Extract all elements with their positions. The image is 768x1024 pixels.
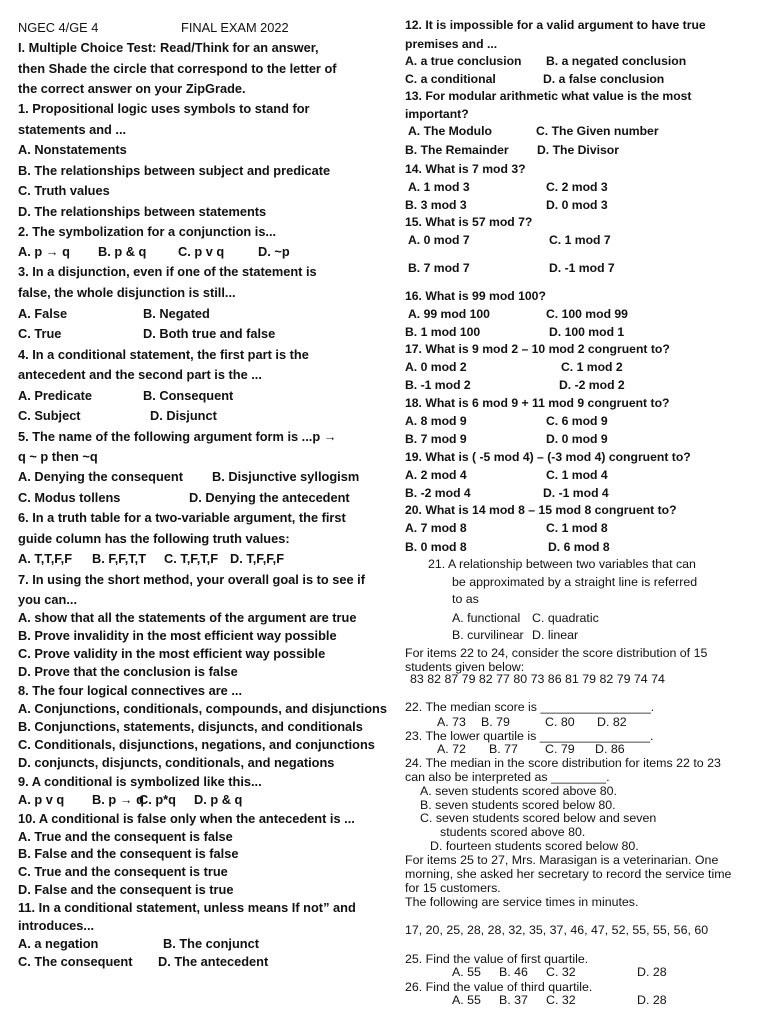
left-line: you can... xyxy=(18,592,78,607)
right-line: can also be interpreted as ________. xyxy=(405,770,610,784)
left-line: guide column has the following truth values: xyxy=(18,531,290,546)
answer-option-c: C. The consequent xyxy=(18,954,133,969)
answer-option-a: A. p v q xyxy=(18,792,65,807)
right-line: 21. A relationship between two variables that can xyxy=(428,557,696,571)
right-line: 16. What is 99 mod 100? xyxy=(405,289,546,303)
left-options-row xyxy=(18,388,378,404)
left-line: B. Conjunctions, statements, disjuncts, and conditionals xyxy=(18,719,363,734)
answer-option-d: D. 100 mod 1 xyxy=(549,325,625,339)
answer-option-c: C. Subject xyxy=(18,408,81,423)
left-line: B. The relationships between subject and predicate xyxy=(18,163,331,178)
answer-option-b: B. 7 mod 7 xyxy=(408,261,470,275)
right-options-row xyxy=(405,261,765,277)
right-options-row xyxy=(405,378,765,394)
answer-option-c: C. 2 mod 3 xyxy=(546,180,608,194)
answer-option-b: B. p & q xyxy=(98,244,147,259)
left-options-row xyxy=(18,244,378,260)
answer-option-d: D. p & q xyxy=(194,792,243,807)
left-line: D. False and the consequent is true xyxy=(18,882,234,897)
right-line: to as xyxy=(452,592,479,606)
answer-option-c: C. 32 xyxy=(546,993,576,1007)
left-line: D. The relationships between statements xyxy=(18,204,267,219)
right-line: 18. What is 6 mod 9 + 11 mod 9 congruent to? xyxy=(405,396,670,410)
left-line: A. Conjunctions, conditionals, compounds, and disjunctions xyxy=(18,701,387,716)
left-line: 1. Propositional logic uses symbols to stand for xyxy=(18,101,310,116)
answer-option-d: D. a false conclusion xyxy=(543,72,665,86)
right-options-row xyxy=(405,432,765,448)
left-line: 4. In a conditional statement, the first part is the xyxy=(18,347,309,362)
right-line: students given below: xyxy=(405,660,525,674)
answer-option-a: A. p → q xyxy=(18,244,70,259)
right-line: 24. The median in the score distribution for items 22 to 23 xyxy=(405,756,721,770)
right-line: morning, she asked her secretary to record the service time xyxy=(405,867,732,881)
right-options-row xyxy=(405,360,765,376)
left-options-row xyxy=(18,469,378,485)
right-line: For items 25 to 27, Mrs. Marasigan is a veterinarian. One xyxy=(405,853,719,867)
answer-option-a: A. 0 mod 7 xyxy=(408,233,470,247)
answer-option-a: A. The Modulo xyxy=(408,124,492,138)
right-options-row xyxy=(405,143,765,159)
left-line: A. Nonstatements xyxy=(18,142,127,157)
left-options-row xyxy=(18,954,378,970)
answer-option-b: B. Disjunctive syllogism xyxy=(212,469,360,484)
answer-option-c: C. T,F,T,F xyxy=(164,551,219,566)
right-options-row xyxy=(405,468,765,484)
left-line: q ~ p then ~q xyxy=(18,449,98,464)
right-options-row xyxy=(405,307,765,323)
right-line: important? xyxy=(405,107,469,121)
right-line: 83 82 87 79 82 77 80 73 86 81 79 82 79 74 74 xyxy=(410,672,665,686)
left-options-row xyxy=(18,490,378,506)
right-line: 14. What is 7 mod 3? xyxy=(405,162,526,176)
header-row xyxy=(18,20,289,35)
left-line: 2. The symbolization for a conjunction is... xyxy=(18,224,277,239)
answer-option-b: B. 3 mod 3 xyxy=(405,198,467,212)
answer-option-b: B. -2 mod 4 xyxy=(405,486,471,500)
answer-option-b: B. Negated xyxy=(143,306,210,321)
right-line: B. seven students scored below 80. xyxy=(420,798,616,812)
answer-option-c: C. 1 mod 7 xyxy=(549,233,611,247)
right-line: 19. What is ( -5 mod 4) – (-3 mod 4) congruent to? xyxy=(405,450,691,464)
answer-option-b: B. The conjunct xyxy=(163,936,259,951)
answer-option-d: D. 82 xyxy=(597,715,627,729)
left-line: I. Multiple Choice Test: Read/Think for an answer, xyxy=(18,40,319,55)
right-line: D. fourteen students scored below 80. xyxy=(430,839,639,853)
answer-option-c: C. 6 mod 9 xyxy=(546,414,608,428)
right-options-row xyxy=(405,521,765,537)
answer-option-d: D. 86 xyxy=(595,742,625,756)
answer-option-b: B. 7 mod 9 xyxy=(405,432,467,446)
answer-option-b: B. The Remainder xyxy=(405,143,509,157)
right-line: A. seven students scored above 80. xyxy=(420,784,617,798)
answer-option-b: B. F,F,T,T xyxy=(92,551,147,566)
answer-option-d: D. The Divisor xyxy=(537,143,619,157)
answer-option-a: A. 73 xyxy=(437,715,466,729)
answer-option-a: A. a true conclusion xyxy=(405,54,522,68)
left-line: B. Prove invalidity in the most efficient way possible xyxy=(18,628,337,643)
left-line: introduces... xyxy=(18,918,95,933)
course-code: NGEC 4/GE 4 xyxy=(18,20,99,35)
answer-option-a: A. a negation xyxy=(18,936,99,951)
left-line: antecedent and the second part is the ... xyxy=(18,367,262,382)
right-line: 23. The lower quartile is ________________. xyxy=(405,729,654,743)
left-line: A. True and the consequent is false xyxy=(18,829,233,844)
answer-option-a: A. T,T,F,F xyxy=(18,551,73,566)
answer-option-a: A. Predicate xyxy=(18,388,92,403)
right-line: C. seven students scored below and seven xyxy=(420,811,657,825)
right-line: be approximated by a straight line is referred xyxy=(452,575,698,589)
left-line: statements and ... xyxy=(18,122,127,137)
answer-option-b: B. Consequent xyxy=(143,388,234,403)
answer-option-a: A. 2 mod 4 xyxy=(405,468,467,482)
answer-option-d: D. -1 mod 7 xyxy=(549,261,615,275)
answer-option-d: D. -1 mod 4 xyxy=(543,486,609,500)
answer-option-b: B. 1 mod 100 xyxy=(405,325,481,339)
right-options-row xyxy=(452,611,768,627)
answer-option-c: C. The Given number xyxy=(536,124,659,138)
answer-option-d: D. 6 mod 8 xyxy=(548,540,610,554)
answer-option-b: B. 46 xyxy=(499,965,528,979)
left-line: 5. The name of the following argument form is ...p → xyxy=(18,429,337,444)
answer-option-a: A. functional xyxy=(452,611,521,625)
right-line: 22. The median score is ________________. xyxy=(405,700,655,714)
right-line: 17, 20, 25, 28, 28, 32, 35, 37, 46, 47, 52, 55, 55, 56, 60 xyxy=(405,923,709,937)
answer-option-d: D. linear xyxy=(532,628,579,642)
answer-option-b: B. a negated conclusion xyxy=(546,54,687,68)
answer-option-b: B. 79 xyxy=(481,715,510,729)
left-line: 6. In a truth table for a two-variable argument, the first xyxy=(18,510,346,525)
answer-option-b: B. curvilinear xyxy=(452,628,524,642)
answer-option-d: D. Disjunct xyxy=(150,408,217,423)
left-line: 10. A conditional is false only when the antecedent is ... xyxy=(18,811,355,826)
answer-option-c: C. 100 mod 99 xyxy=(546,307,628,321)
answer-option-c: C. p v q xyxy=(178,244,225,259)
left-line: 7. In using the short method, your overall goal is to see if xyxy=(18,572,365,587)
answer-option-a: A. 99 mod 100 xyxy=(408,307,490,321)
right-line: 17. What is 9 mod 2 – 10 mod 2 congruent to? xyxy=(405,342,670,356)
answer-option-a: A. 55 xyxy=(452,993,481,1007)
answer-option-d: D. -2 mod 2 xyxy=(559,378,625,392)
answer-option-d: D. 28 xyxy=(637,965,667,979)
right-line: 12. It is impossible for a valid argument to have true xyxy=(405,18,706,32)
answer-option-b: B. 37 xyxy=(499,993,528,1007)
answer-option-c: C. 80 xyxy=(545,715,575,729)
left-options-row xyxy=(18,326,378,342)
right-line: 15. What is 57 mod 7? xyxy=(405,215,533,229)
left-line: false, the whole disjunction is still... xyxy=(18,285,236,300)
left-line: then Shade the circle that correspond to the letter of xyxy=(18,61,337,76)
answer-option-a: A. 7 mod 8 xyxy=(405,521,467,535)
right-line: For items 22 to 24, consider the score distribution of 15 xyxy=(405,646,708,660)
answer-option-a: A. False xyxy=(18,306,68,321)
left-options-row xyxy=(18,306,378,322)
left-options-row xyxy=(18,408,378,424)
left-line: C. Conditionals, disjunctions, negations, and conjunctions xyxy=(18,737,375,752)
left-line: 11. In a conditional statement, unless means If not” and xyxy=(18,900,356,915)
answer-option-a: A. 72 xyxy=(437,742,466,756)
answer-option-c: C. quadratic xyxy=(532,611,599,625)
left-options-row xyxy=(18,936,378,952)
answer-option-a: A. 8 mod 9 xyxy=(405,414,467,428)
answer-option-d: D. The antecedent xyxy=(158,954,269,969)
answer-option-c: C. 32 xyxy=(546,965,576,979)
left-options-row xyxy=(18,551,378,567)
right-options-row xyxy=(405,72,765,88)
right-line: students scored above 80. xyxy=(440,825,586,839)
answer-option-b: B. 77 xyxy=(489,742,518,756)
right-options-row xyxy=(452,628,768,644)
left-options-row xyxy=(18,792,378,808)
right-options-row xyxy=(405,540,765,556)
answer-option-c: C. a conditional xyxy=(405,72,496,86)
answer-option-d: D. T,F,F,F xyxy=(230,551,285,566)
left-line: D. Prove that the conclusion is false xyxy=(18,664,238,679)
answer-option-a: A. Denying the consequent xyxy=(18,469,183,484)
answer-option-a: A. 1 mod 3 xyxy=(408,180,470,194)
answer-option-d: D. Denying the antecedent xyxy=(189,490,350,505)
right-options-row xyxy=(405,180,765,196)
answer-option-d: D. ~p xyxy=(258,244,290,259)
left-line: B. False and the consequent is false xyxy=(18,846,239,861)
answer-option-a: A. 55 xyxy=(452,965,481,979)
answer-option-b: B. -1 mod 2 xyxy=(405,378,471,392)
left-line: 3. In a disjunction, even if one of the statement is xyxy=(18,264,317,279)
answer-option-b: B. p → q xyxy=(92,792,144,807)
answer-option-b: B. 0 mod 8 xyxy=(405,540,467,554)
right-options-row xyxy=(405,233,765,249)
answer-option-a: A. 0 mod 2 xyxy=(405,360,467,374)
left-line: D. conjuncts, disjuncts, conditionals, and negations xyxy=(18,755,335,770)
answer-option-c: C. 79 xyxy=(545,742,575,756)
answer-option-d: D. 0 mod 9 xyxy=(546,432,608,446)
answer-option-d: D. 28 xyxy=(637,993,667,1007)
left-line: C. True and the consequent is true xyxy=(18,864,228,879)
answer-option-c: C. p*q xyxy=(139,792,176,807)
right-line: 25. Find the value of first quartile. xyxy=(405,952,589,966)
left-line: 8. The four logical connectives are ... xyxy=(18,683,243,698)
right-options-row xyxy=(405,993,765,1009)
left-line: C. Truth values xyxy=(18,183,110,198)
right-line: premises and ... xyxy=(405,37,498,51)
right-options-row xyxy=(405,124,765,140)
right-options-row xyxy=(405,325,765,341)
right-line: for 15 customers. xyxy=(405,881,501,895)
right-line: 13. For modular arithmetic what value is the most xyxy=(405,89,692,103)
right-options-row xyxy=(405,54,765,70)
left-line: C. Prove validity in the most efficient way possible xyxy=(18,646,326,661)
answer-option-c: C. 1 mod 8 xyxy=(546,521,608,535)
right-options-row xyxy=(405,414,765,430)
answer-option-c: C. Modus tollens xyxy=(18,490,121,505)
answer-option-c: C. True xyxy=(18,326,62,341)
right-options-row xyxy=(405,198,765,214)
right-options-row xyxy=(405,965,765,981)
right-line: 20. What is 14 mod 8 – 15 mod 8 congruent to? xyxy=(405,503,677,517)
right-options-row xyxy=(405,486,765,502)
right-line: 26. Find the value of third quartile. xyxy=(405,980,593,994)
right-line: The following are service times in minutes. xyxy=(405,895,639,909)
answer-option-c: C. 1 mod 2 xyxy=(561,360,623,374)
left-line: A. show that all the statements of the argument are true xyxy=(18,610,357,625)
left-line: 9. A conditional is symbolized like this... xyxy=(18,774,262,789)
answer-option-d: D. 0 mod 3 xyxy=(546,198,608,212)
exam-title: FINAL EXAM 2022 xyxy=(181,20,289,35)
answer-option-d: D. Both true and false xyxy=(143,326,276,341)
left-line: the correct answer on your ZipGrade. xyxy=(18,81,246,96)
answer-option-c: C. 1 mod 4 xyxy=(546,468,608,482)
